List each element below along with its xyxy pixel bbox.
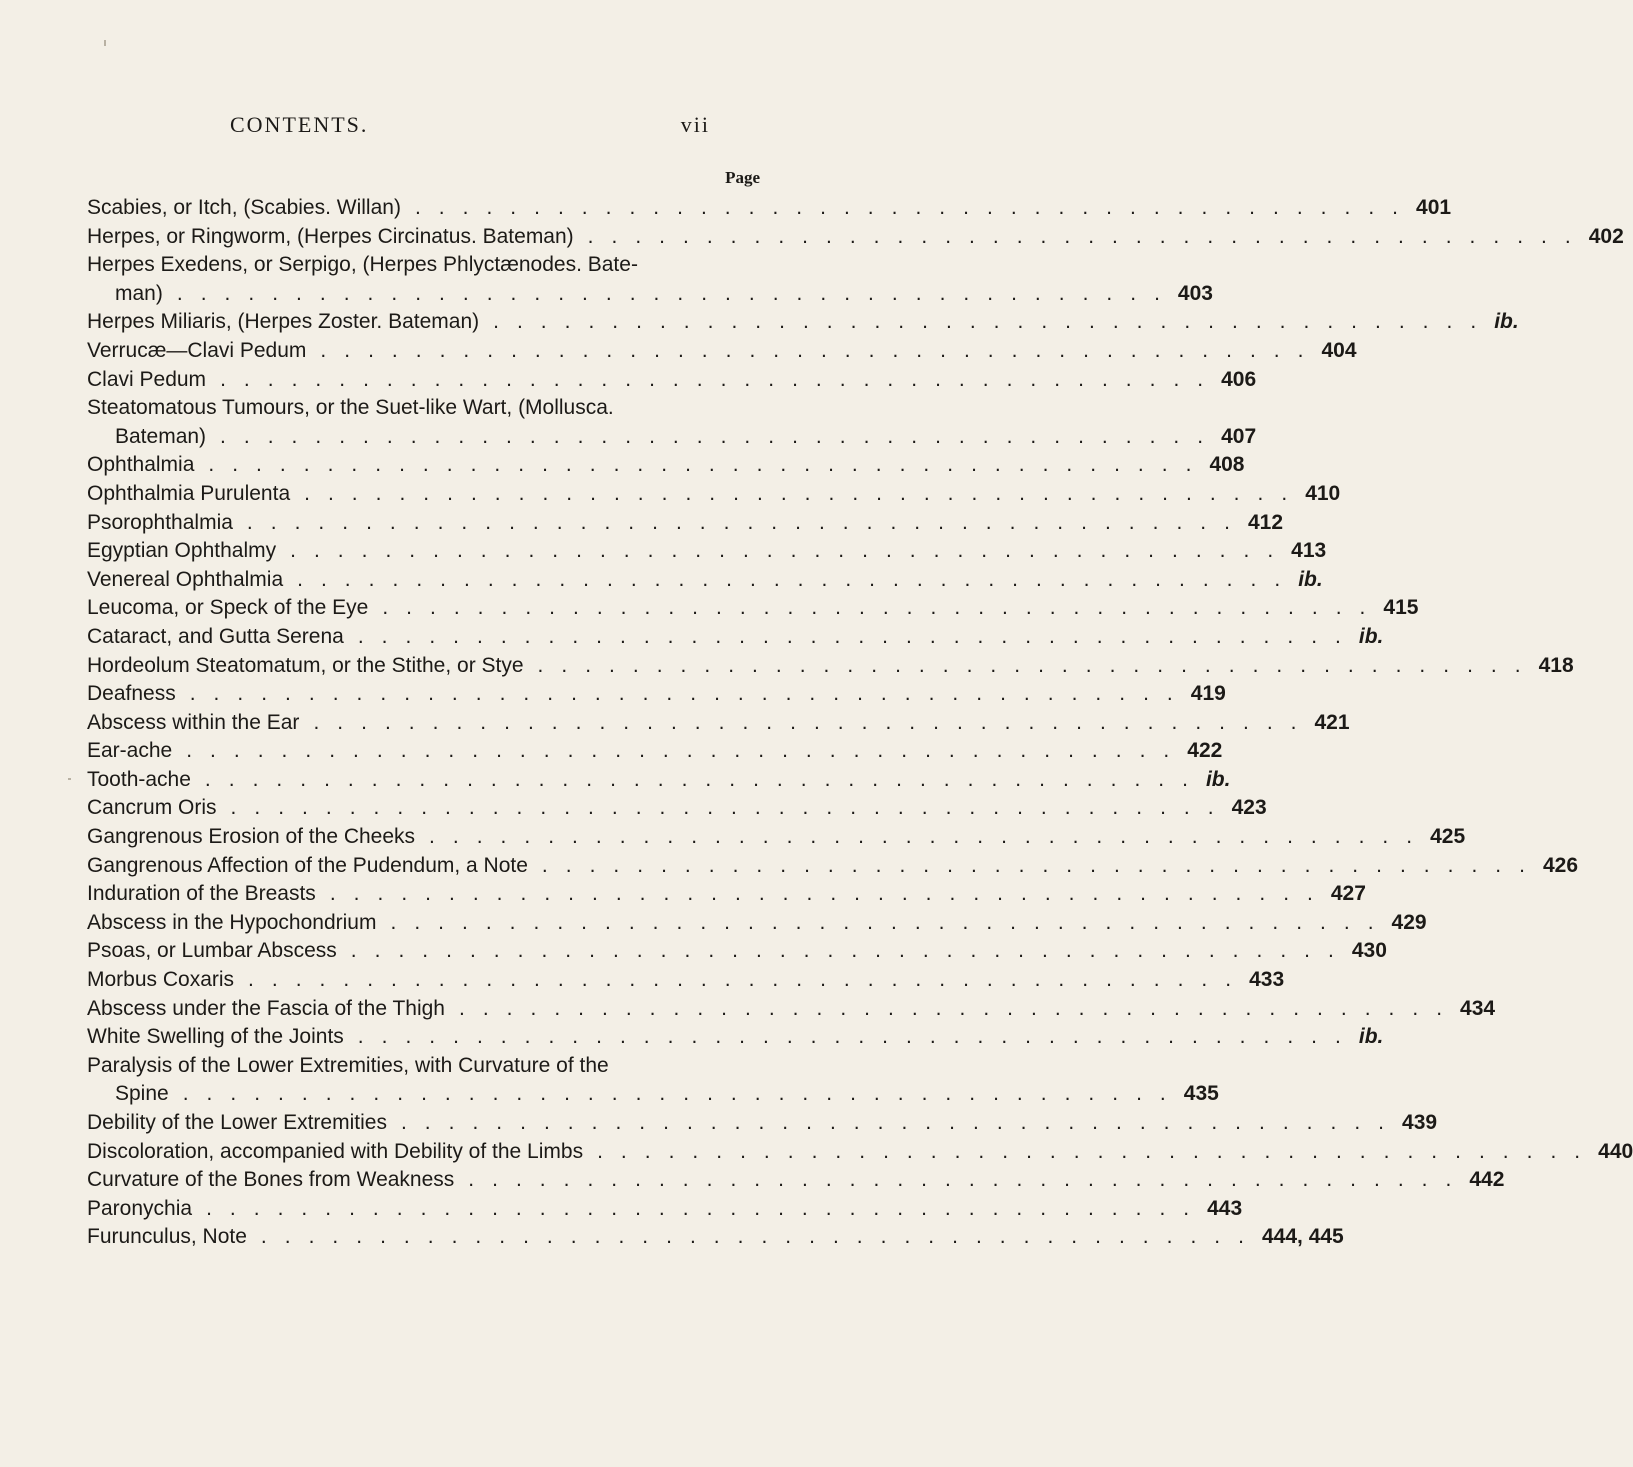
paper-speck: [104, 40, 106, 46]
entry-title: Herpes, or Ringworm, (Herpes Circinatus. Bateman): [87, 224, 574, 248]
toc-entry: [87, 1166, 1505, 1195]
dot-leader: ..........................................: [458, 996, 1461, 1020]
dot-leader: ..........................................: [350, 939, 1352, 963]
dot-leader: ..........................................: [290, 539, 1292, 563]
entry-page: ib.: [1494, 310, 1519, 334]
toc-entry: [87, 566, 1323, 595]
entry-title: Clavi Pedum: [87, 367, 207, 391]
dot-leader: ..........................................: [357, 1025, 1359, 1049]
paper-speck: [68, 778, 71, 780]
dot-leader: ..........................................: [429, 825, 1431, 849]
entry-title: Paronychia: [87, 1196, 193, 1220]
toc-entry: [87, 451, 1245, 480]
entry-page: 406: [1221, 367, 1257, 391]
entry-page: 426: [1542, 853, 1579, 877]
entry-page: 401: [1416, 196, 1452, 219]
dot-leader: ..........................................: [230, 796, 1232, 820]
entry-page: 442: [1469, 1168, 1505, 1192]
entry-title: Spine: [115, 1082, 169, 1106]
entry-title: Ear-ache: [87, 739, 173, 763]
entry-title: Leucoma, or Speck of the Eye: [87, 596, 369, 620]
entry-page: 434: [1460, 996, 1496, 1020]
entry-page: 425: [1430, 825, 1466, 849]
toc-entry: [87, 423, 1257, 452]
entry-title: Furunculus, Note: [87, 1225, 247, 1249]
toc-entry: [87, 852, 1579, 881]
toc-entry: [87, 394, 765, 423]
entry-page: ib.: [1205, 767, 1231, 791]
entry-page: 404: [1321, 338, 1357, 362]
entry-title: Egyptian Ophthalmy: [87, 539, 277, 563]
entry-page: 435: [1183, 1082, 1219, 1106]
dot-leader: ..........................................: [204, 767, 1206, 791]
dot-leader: ..........................................: [493, 310, 1495, 334]
toc-entry: [87, 680, 1226, 709]
dot-leader: ..........................................: [297, 567, 1299, 591]
entry-title: Abscess under the Fascia of the Thigh: [87, 996, 445, 1020]
toc-entry: [87, 652, 1574, 681]
entry-title: Herpes Miliaris, (Herpes Zoster. Bateman): [87, 310, 480, 334]
toc-entry: [87, 1052, 765, 1081]
dot-leader: ..........................................: [220, 367, 1222, 391]
entry-title: Venereal Ophthalmia: [87, 567, 284, 591]
toc-entry: [87, 623, 1384, 652]
entry-page: 413: [1291, 539, 1327, 563]
dot-leader: ..........................................: [182, 1082, 1184, 1106]
toc-entry: [87, 995, 1496, 1024]
dot-leader: ..........................................: [186, 739, 1188, 763]
toc-entry: [87, 1109, 1438, 1138]
toc-entry: [87, 766, 1231, 795]
toc-entry: [87, 737, 1223, 766]
dot-leader: ..........................................: [220, 424, 1222, 448]
dot-leader: ..........................................: [208, 453, 1210, 477]
entry-page: 433: [1249, 968, 1285, 992]
entry-title: Deafness: [87, 682, 176, 706]
entry-title: Psorophthalmia: [87, 510, 233, 534]
entry-title: Verrucæ—Clavi Pedum: [87, 338, 307, 362]
dot-leader: ..........................................: [537, 653, 1539, 677]
dot-leader: ..........................................: [329, 882, 1331, 906]
entry-page: 430: [1351, 939, 1387, 963]
entry-title: Herpes Exedens, or Serpigo, (Herpes Phlyctænodes. Bate-: [87, 253, 638, 277]
entry-title: Abscess in the Hypochondrium: [87, 910, 377, 934]
entry-title: Debility of the Lower Extremities: [87, 1111, 387, 1134]
dot-leader: ..........................................: [390, 910, 1392, 934]
toc-entry: [87, 823, 1466, 852]
toc-entry: [87, 937, 1387, 966]
toc-entry: [87, 194, 1452, 223]
toc-entry: [87, 966, 1285, 995]
toc-entry: [87, 794, 1267, 823]
entry-title: man): [115, 281, 163, 305]
entry-title: Scabies, or Itch, (Scabies. Willan): [87, 196, 401, 219]
toc-entry: [87, 480, 1341, 509]
table-of-contents: [87, 194, 1633, 1252]
entry-title: Tooth-ache: [87, 767, 191, 791]
entry-page: 427: [1330, 882, 1366, 906]
entry-page: 429: [1391, 910, 1427, 934]
dot-leader: ..........................................: [541, 853, 1543, 877]
entry-page: 419: [1190, 682, 1226, 706]
dot-leader: ..........................................: [400, 1111, 1403, 1134]
toc-entry: [87, 337, 1357, 366]
toc-entry: [87, 366, 1257, 395]
toc-entry: [87, 308, 1519, 337]
entry-title: Gangrenous Affection of the Pudendum, a Note: [87, 853, 528, 877]
dot-leader: ..........................................: [313, 710, 1315, 734]
entry-page: 403: [1177, 281, 1213, 305]
entry-title: White Swelling of the Joints: [87, 1025, 344, 1049]
entry-page: 423: [1231, 796, 1267, 820]
dot-leader: ..........................................: [597, 1139, 1599, 1163]
dot-leader: ..........................................: [587, 224, 1589, 248]
toc-entry: [87, 709, 1350, 738]
entry-page: 443: [1207, 1196, 1243, 1220]
entry-title: Hordeolum Steatomatum, or the Stithe, or Stye: [87, 653, 524, 677]
toc-entry: [87, 909, 1427, 938]
entry-page: 422: [1187, 739, 1223, 763]
entry-page: 408: [1209, 453, 1245, 477]
dot-leader: ..........................................: [260, 1225, 1262, 1249]
entry-page: ib.: [1358, 1025, 1384, 1049]
entry-page: ib.: [1358, 624, 1384, 648]
dot-leader: ..........................................: [357, 624, 1359, 648]
entry-title: Cancrum Oris: [87, 796, 217, 820]
entry-page: ib.: [1298, 567, 1323, 591]
entry-title: Psoas, or Lumbar Abscess: [87, 939, 337, 963]
header-title: CONTENTS.: [230, 112, 369, 137]
dot-leader: ..........................................: [248, 968, 1250, 992]
entry-title: Ophthalmia: [87, 453, 195, 477]
toc-entry: [87, 1080, 1219, 1109]
entry-title: Ophthalmia Purulenta: [87, 481, 291, 505]
page-column-label: Page: [725, 168, 760, 187]
entry-page: 440: [1598, 1139, 1633, 1163]
toc-entry: [87, 1195, 1243, 1224]
entry-title: Curvature of the Bones from Weakness: [87, 1168, 455, 1192]
dot-leader: ..........................................: [206, 1196, 1208, 1220]
entry-title: Gangrenous Erosion of the Cheeks: [87, 825, 416, 849]
entry-page: 402: [1588, 224, 1624, 248]
toc-entry: [87, 594, 1419, 623]
dot-leader: ..........................................: [304, 481, 1306, 505]
entry-title: Cataract, and Gutta Serena: [87, 624, 344, 648]
toc-entry: [87, 1023, 1384, 1052]
dot-leader: ..........................................: [382, 596, 1384, 620]
entry-title: Paralysis of the Lower Extremities, with Curvature of the: [87, 1053, 609, 1077]
toc-entry: [87, 509, 1284, 538]
entry-title: Bateman): [115, 424, 207, 448]
entry-page: 439: [1402, 1111, 1438, 1134]
entry-page: 415: [1383, 596, 1419, 620]
entry-title: Abscess within the Ear: [87, 710, 300, 734]
toc-entry: [87, 223, 1624, 252]
entry-title: Discoloration, accompanied with Debility of the Limbs: [87, 1139, 584, 1163]
toc-entry: [87, 1223, 1344, 1252]
dot-leader: ..........................................: [320, 338, 1322, 362]
dot-leader: ..........................................: [246, 510, 1248, 534]
entry-page: 444, 445: [1261, 1225, 1344, 1249]
entry-page: 410: [1305, 481, 1341, 505]
entry-title: Induration of the Breasts: [87, 882, 316, 906]
toc-entry: [87, 251, 765, 280]
dot-leader: ..........................................: [468, 1168, 1470, 1192]
toc-entry: [87, 880, 1366, 909]
dot-leader: ..........................................: [176, 281, 1178, 305]
entry-page: 412: [1247, 510, 1284, 534]
toc-entry: [87, 280, 1213, 309]
page-number: vii: [680, 112, 710, 137]
entry-page: 407: [1221, 424, 1257, 448]
toc-entry: [87, 537, 1327, 566]
dot-leader: ..........................................: [189, 682, 1191, 706]
entry-page: 421: [1314, 710, 1350, 734]
dot-leader: ..........................................: [414, 196, 1417, 219]
entry-title: Steatomatous Tumours, or the Suet-like Wart, (Mollusca.: [87, 396, 614, 420]
entry-page: 418: [1538, 653, 1574, 677]
entry-title: Morbus Coxaris: [87, 968, 235, 992]
toc-entry: [87, 1138, 1633, 1167]
